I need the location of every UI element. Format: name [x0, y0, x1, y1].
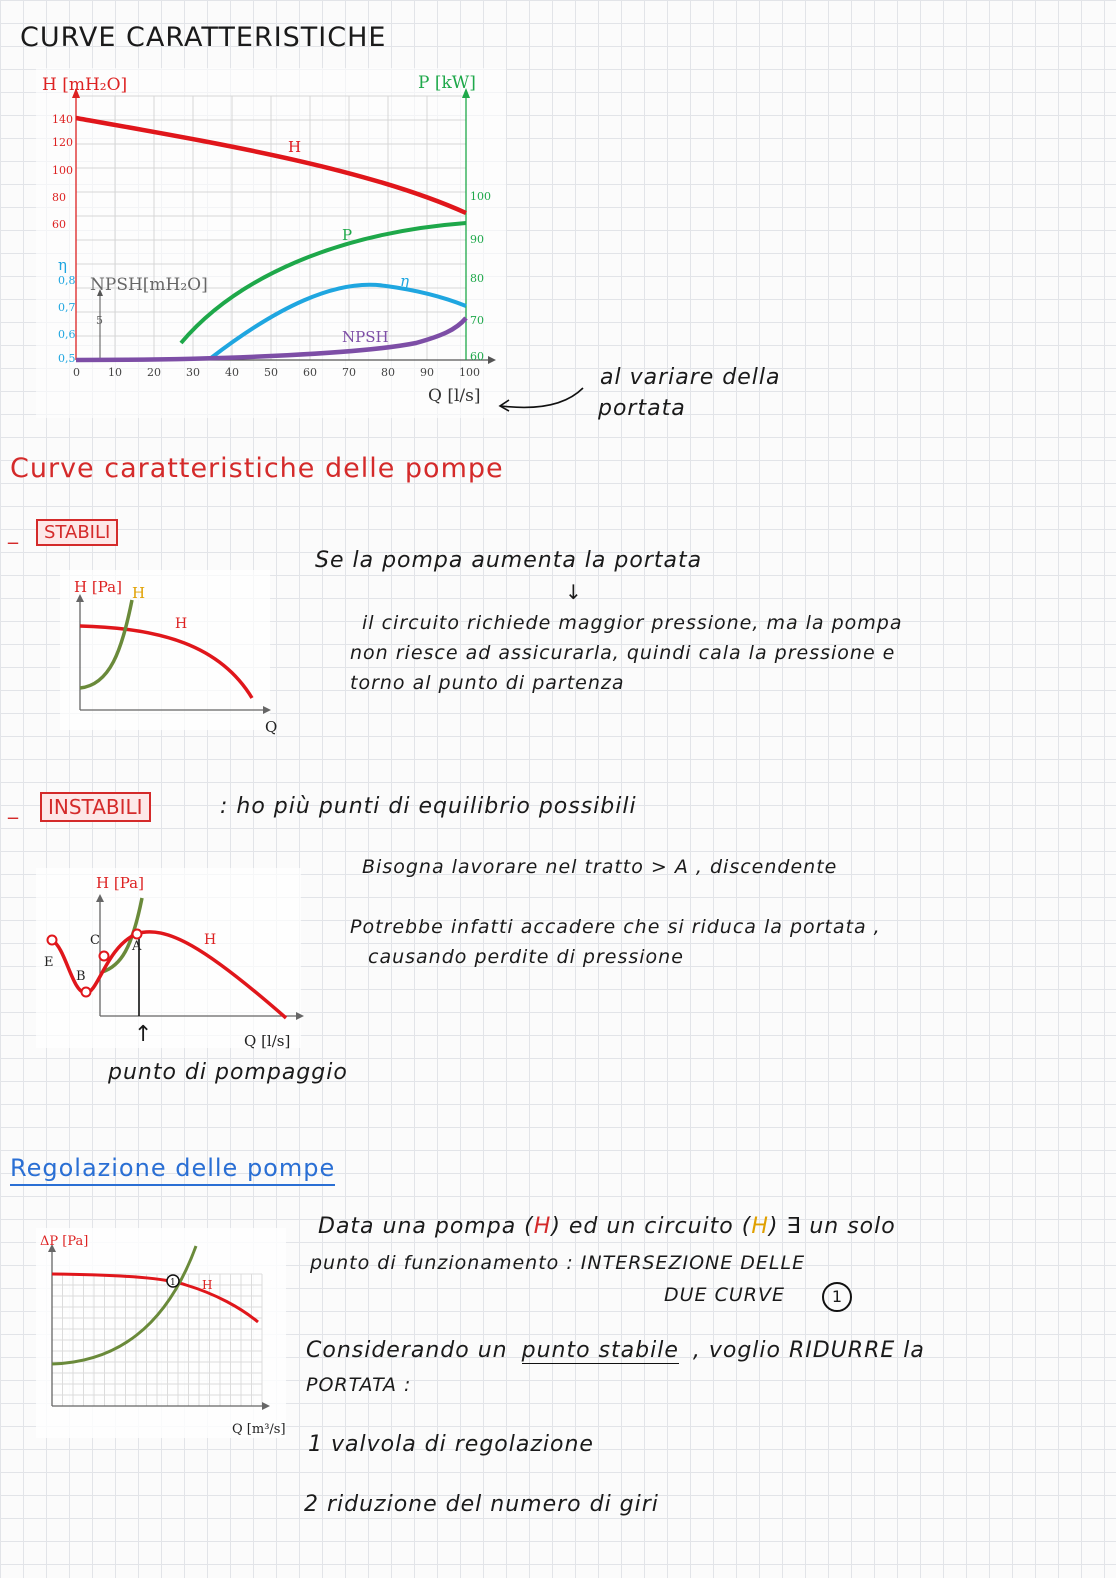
regulation-item-1: 1 valvola di regolazione — [308, 1432, 594, 1457]
regulation-item-2: 2 riduzione del numero di giri — [304, 1492, 659, 1517]
unstable-point-A: A — [132, 939, 142, 954]
instabili-text-line3: Potrebbe infatti accadere che si riduca la portata , — [350, 916, 881, 938]
instabili-label: INSTABILI — [40, 792, 151, 822]
point-A-marker — [133, 930, 142, 939]
stabili-text-line3: non riesce ad assicurarla, quindi cala la pressione e — [350, 642, 896, 664]
npsh-axis-title: NPSH[mH₂O] — [90, 275, 208, 295]
regulation-text-1b: ) ed un circuito ( — [551, 1214, 752, 1239]
point-B-marker — [82, 988, 91, 997]
p-tick-label: 70 — [470, 314, 484, 327]
stable-pump-chart — [60, 570, 290, 740]
label-P: P — [342, 226, 353, 244]
instabili-text-line2: Bisogna lavorare nel tratto > A , discendente — [362, 856, 838, 878]
point-C-marker — [100, 952, 109, 961]
p-axis-title: P [kW] — [418, 73, 476, 93]
x-tick-label: 50 — [264, 366, 278, 379]
unstable-pump-chart — [36, 868, 306, 1048]
h-tick-label: 120 — [52, 136, 73, 149]
regulation-text-line4 — [306, 1338, 925, 1363]
p-tick-label: 80 — [470, 272, 484, 285]
regulation-chart — [36, 1228, 296, 1438]
regulation-text-line2: punto di funzionamento : INTERSEZIONE DELLE — [310, 1252, 806, 1274]
regulation-point-number: 1 — [170, 1278, 176, 1288]
regulation-text-4-stable: punto stabile — [521, 1338, 679, 1363]
label-H: H — [288, 138, 302, 156]
x-tick-label: 60 — [303, 366, 317, 379]
regulation-text-4a: Considerando un — [306, 1338, 508, 1363]
p-tick-label: 90 — [470, 233, 484, 246]
unstable-point-E: E — [44, 955, 54, 970]
instabili-text-line4: causando perdite di pressione — [368, 946, 684, 968]
point-E-marker — [48, 936, 57, 945]
section2-heading: Curve caratteristiche delle pompe — [10, 453, 504, 484]
label-eta: η — [400, 272, 409, 290]
regulation-text-line5: PORTATA : — [306, 1374, 412, 1396]
x-tick-label: 0 — [73, 366, 80, 379]
x-tick-label: 10 — [108, 366, 122, 379]
h-axis-title: H [mH₂O] — [42, 75, 128, 95]
note-variation-line2: portata — [598, 396, 686, 421]
unstable-point-C: C — [90, 933, 100, 948]
eta-tick-label: 0,5 — [58, 352, 76, 365]
h-tick-label: 80 — [52, 191, 66, 204]
unstable-label-H: H — [204, 932, 217, 948]
x-tick-label: 70 — [342, 366, 356, 379]
regulation-text-line1 — [318, 1214, 896, 1239]
unstable-ylabel: H [Pa] — [96, 874, 144, 892]
stable-ylabel: H [Pa] — [74, 578, 122, 596]
x-tick-label: 100 — [459, 366, 480, 379]
curve-circle-number: 1 — [822, 1282, 852, 1312]
x-tick-label: 30 — [186, 366, 200, 379]
section3-heading: Regolazione delle pompe — [10, 1154, 335, 1186]
regulation-text-1a: Data una pompa ( — [318, 1214, 534, 1239]
stable-label-pump: H — [175, 616, 188, 632]
stabili-label: STABILI — [36, 519, 118, 546]
stable-label-circuit: H — [132, 584, 146, 602]
x-axis-title: Q [l/s] — [428, 386, 481, 406]
stabili-text-line4: torno al punto di partenza — [350, 672, 625, 694]
characteristic-curves-chart — [36, 68, 536, 418]
unstable-xlabel: Q [l/s] — [244, 1032, 291, 1050]
h-tick-label: 60 — [52, 218, 66, 231]
npsh-tick: 5 — [96, 314, 103, 327]
x-tick-label: 40 — [225, 366, 239, 379]
eta-tick-label: 0,7 — [58, 301, 76, 314]
stable-xlabel: Q — [265, 718, 278, 736]
regulation-text-1-pump-H: H — [533, 1214, 552, 1239]
eta-tick-label: 0,6 — [58, 328, 76, 341]
section1-heading: CURVE CARATTERISTICHE — [20, 22, 387, 53]
stabili-dash: _ — [8, 520, 18, 544]
regulation-text-1-circuit-H: H — [751, 1214, 769, 1239]
pumping-point-caption: punto di pompaggio — [108, 1060, 348, 1085]
regulation-ylabel: ΔP [Pa] — [40, 1234, 89, 1249]
eta-axis-title: η — [58, 256, 67, 274]
instabili-text-line1: : ho più punti di equilibrio possibili — [220, 794, 637, 819]
regulation-xlabel: Q [m³/s] — [232, 1422, 286, 1437]
instabili-dash: _ — [8, 795, 18, 819]
note-arrow — [495, 380, 595, 420]
pumping-point-arrow: ↑ — [134, 1022, 153, 1047]
h-tick-label: 100 — [52, 164, 73, 177]
stabili-text-line1: Se la pompa aumenta la portata — [315, 548, 703, 573]
note-variation-line1: al variare della — [600, 365, 781, 390]
p-tick-label: 100 — [470, 190, 491, 203]
regulation-label-H: H — [202, 1278, 213, 1292]
regulation-text-line3: DUE CURVE — [664, 1284, 785, 1306]
x-tick-label: 80 — [381, 366, 395, 379]
regulation-text-1c: ) ∃ un solo — [768, 1214, 896, 1239]
x-tick-label: 20 — [147, 366, 161, 379]
p-tick-label: 60 — [470, 350, 484, 363]
stabili-text-line2: il circuito richiede maggior pressione, ma la pompa — [362, 612, 903, 634]
unstable-point-B: B — [76, 969, 86, 984]
eta-tick-label: 0,8 — [58, 274, 76, 287]
x-tick-label: 90 — [420, 366, 434, 379]
stabili-arrow: ↓ — [565, 580, 582, 604]
label-NPSH: NPSH — [342, 328, 389, 346]
h-tick-label: 140 — [52, 113, 73, 126]
regulation-text-4c: , voglio RIDURRE la — [692, 1338, 925, 1363]
